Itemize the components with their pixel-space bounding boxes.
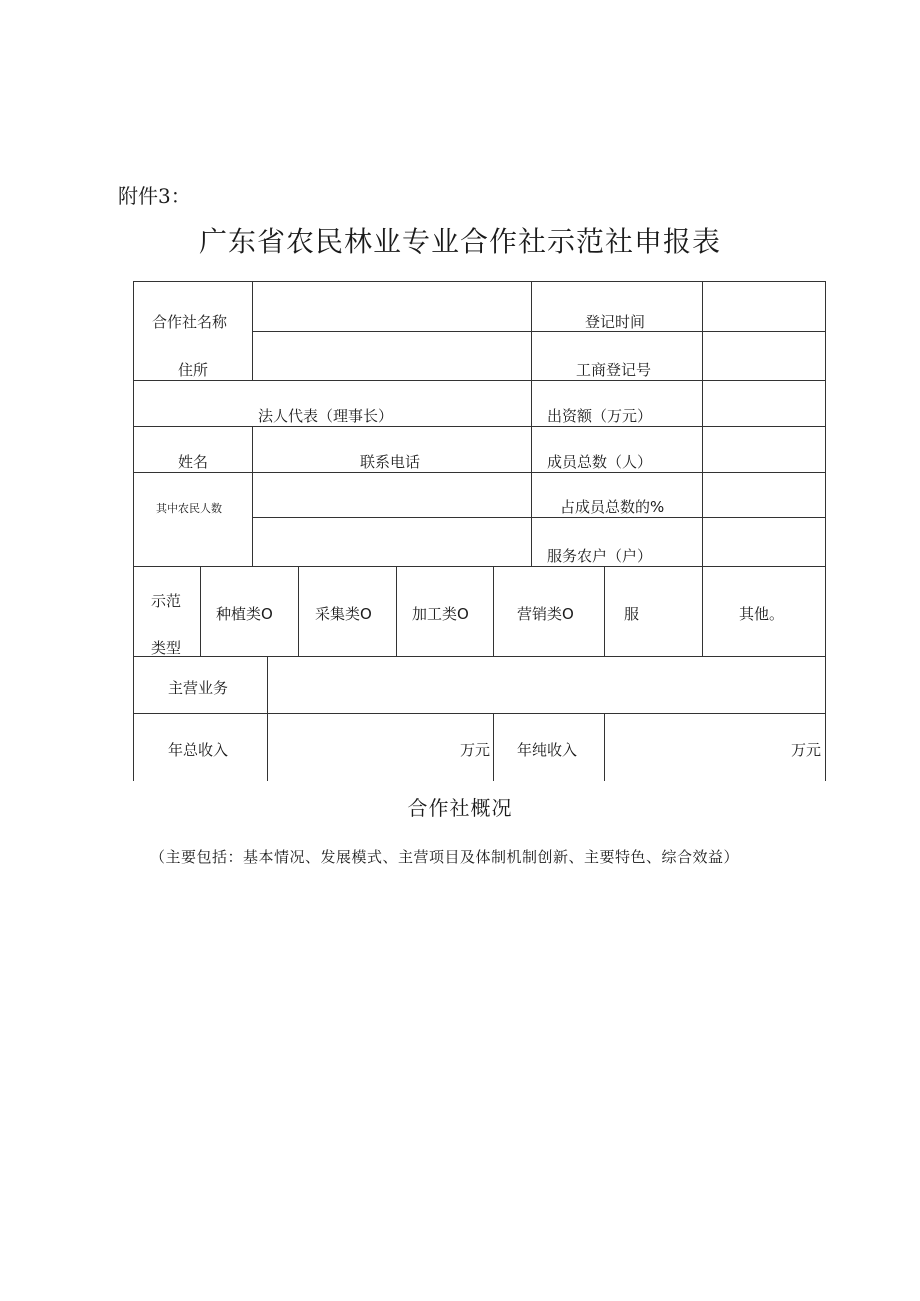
type-label-line1: 示范 — [151, 592, 182, 610]
farmers-count-label: 其中农民人数 — [156, 502, 222, 515]
col-line — [604, 566, 605, 656]
annual-revenue-unit: 万元 — [460, 741, 491, 759]
table-border-top — [133, 281, 825, 282]
row-line — [133, 426, 825, 427]
row-line — [133, 472, 825, 473]
coop-name-field[interactable] — [262, 283, 530, 330]
main-business-field[interactable] — [270, 658, 823, 712]
served-households-label: 服务农户（户） — [547, 547, 653, 565]
col-line — [702, 566, 703, 656]
capital-field[interactable] — [704, 382, 824, 425]
row-line — [133, 713, 825, 714]
reg-time-label: 登记时间 — [585, 313, 646, 331]
annual-revenue-label: 年总收入 — [168, 741, 229, 759]
address-label: 住所 — [178, 361, 209, 379]
overview-note: （主要包括：基本情况、发展模式、主营项目及体制机制创新、主要特色、综合效益） — [150, 848, 740, 866]
col-line — [702, 281, 703, 566]
phone-label: 联系电话 — [360, 453, 421, 471]
row-line — [133, 380, 825, 381]
business-reg-no-label: 工商登记号 — [576, 361, 652, 379]
attachment-label: 附件3： — [118, 184, 191, 208]
members-total-field[interactable] — [704, 428, 824, 471]
legal-rep-label: 法人代表（理事长） — [258, 407, 394, 425]
table-border-right — [825, 281, 826, 781]
annual-net-income-label: 年纯收入 — [517, 741, 578, 759]
row-line — [252, 517, 825, 518]
main-business-label: 主营业务 — [168, 679, 229, 697]
col-line — [531, 281, 532, 566]
percent-label: 占成员总数的% — [560, 498, 665, 516]
type-service-option[interactable]: 服 — [624, 605, 640, 623]
col-line — [252, 281, 253, 380]
type-other-option[interactable]: 其他。 — [739, 605, 785, 623]
col-line — [493, 566, 494, 656]
col-line — [493, 713, 494, 781]
type-processing-option[interactable]: 加工类O — [412, 605, 469, 623]
type-collecting-option[interactable]: 采集类O — [315, 605, 372, 623]
row-line — [133, 566, 825, 567]
annual-net-income-unit: 万元 — [791, 741, 822, 759]
row-line — [252, 331, 825, 332]
type-marketing-option[interactable]: 营销类O — [517, 605, 574, 623]
row-line — [133, 656, 825, 657]
col-line — [267, 656, 268, 781]
type-planting-option[interactable]: 种植类O — [216, 605, 273, 623]
col-line — [200, 566, 201, 656]
col-line — [604, 713, 605, 781]
address-field[interactable] — [262, 333, 530, 379]
business-reg-no-field[interactable] — [704, 333, 824, 379]
table-border-left — [133, 281, 134, 781]
col-line — [298, 566, 299, 656]
col-line — [396, 566, 397, 656]
percent-field[interactable] — [704, 474, 824, 516]
capital-label: 出资额（万元） — [547, 407, 653, 425]
col-line — [252, 426, 253, 566]
form-title: 广东省农民林业专业合作社示范社申报表 — [198, 225, 721, 258]
coop-name-label: 合作社名称 — [152, 313, 228, 331]
reg-time-field[interactable] — [704, 283, 824, 330]
served-households-field[interactable] — [704, 519, 824, 565]
overview-title: 合作社概况 — [407, 796, 513, 820]
type-label-line2: 类型 — [151, 639, 182, 657]
members-total-label: 成员总数（人） — [547, 453, 653, 471]
name-label: 姓名 — [178, 453, 209, 471]
farmers-count-field[interactable] — [262, 474, 530, 516]
